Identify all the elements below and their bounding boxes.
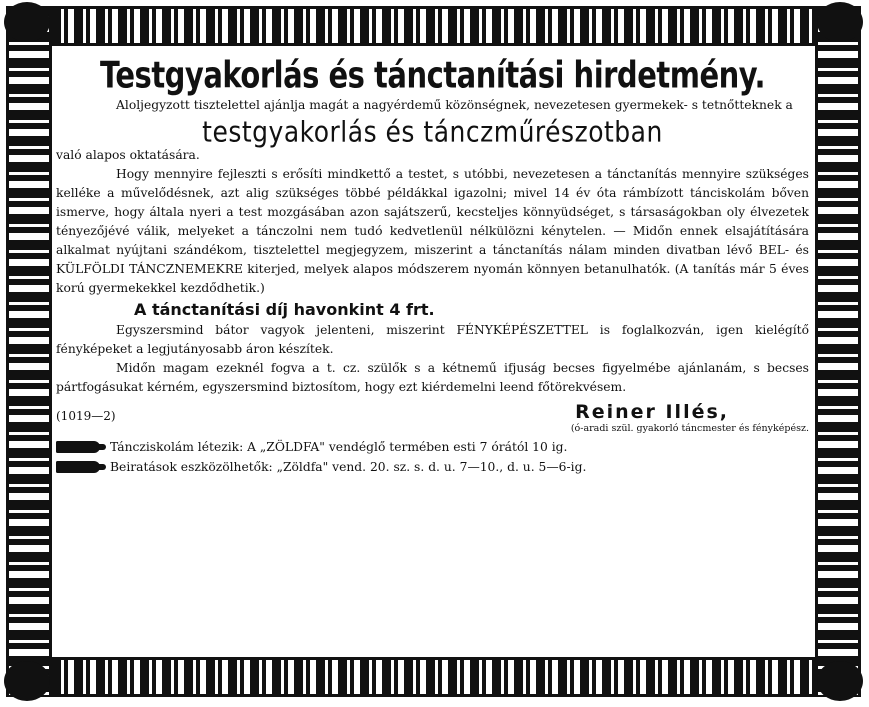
advertisement-body [56, 46, 809, 657]
intro-text: Aloljegyzott tisztelettel ajánlja magát a nagyérdemű közönségnek, nevezetesen gyermekek- s tetnőtteknek a [116, 98, 793, 112]
ornamental-border-right [815, 6, 861, 697]
ornamental-border-top [8, 6, 861, 46]
body-text: Hogy mennyire fejleszti s erősíti mindkettő a testet, s utóbbi, nevezetesen a tánctanítás mennyire szükséges kelléke a művelődésnek, azt alig szükséges többé példákkal igazolni; mivel 14 év óta rámbízott tánciskolám bőven ismerve, hogy általa nyeri a test mozgásában azon sajátszerű, kecsteljes könnyüdséget, s társaságokban oly élvezetek tényezőjévé válik, melyeket a tánczolni nem tudó kedvetlenül nélkülözni kénytelen. — Midőn ennek elsajátítására alkalmat nyújtani szándékom, tisztelettel megjegyzem, miszerint a tánctanítás nálam minden divatban lévő BEL- és KÜLFÖLDI TÁNCZNEMEKRE kiterjed, melyek alapos módszerem nyomán könnyen betanulhatók. (A tanítás már 5 éves korú gyermekekkel kezdődhetik.) [56, 167, 809, 295]
ad-title: Testgyakorlás és tánctanítási hirdetmény. [99, 53, 766, 97]
notice-text: Beiratások eszközölhetők: „Zöldfa" vend. 20. sz. s. d. u. 7—10., d. u. 5—6-ig. [110, 460, 587, 474]
signature-subtitle: (ó-aradi szül. gyakorló táncmester és fényképész. [570, 423, 809, 434]
ornamental-border-left [6, 6, 52, 697]
notice-school-location [56, 440, 809, 454]
notice-registration [56, 460, 809, 474]
pointing-hand-icon [56, 441, 100, 453]
notice-text: Táncziskolám létezik: A „ZÖLDFA" vendéglő termében esti 7 órától 10 ig. [110, 440, 568, 454]
intro-end-text: való alapos oktatására. [56, 148, 200, 162]
pointing-hand-icon [56, 461, 100, 473]
fee-line: A tánctanítási díj havonkint 4 frt. [134, 300, 435, 319]
ad-subtitle: testgyakorlás és tánczműrészotban [202, 114, 663, 149]
photography-text: Egyszersmind bátor vagyok jelenteni, miszerint FÉNYKÉPÉSZETTEL is foglalkozván, igen kielégítő fényképeket a legjutányosabb áron készítek. [56, 323, 809, 356]
signature-name: Reiner Illés, [575, 401, 729, 423]
signature-row [56, 401, 809, 423]
ornamental-border-bottom [8, 657, 861, 697]
reference-number: (1019—2) [56, 409, 116, 423]
corner-ornament [4, 661, 50, 701]
corner-ornament [817, 661, 863, 701]
corner-ornament [817, 2, 863, 42]
corner-ornament [4, 2, 50, 42]
closing-text: Midőn magam ezeknél fogva a t. cz. szülők s a kétnemű ifjuság becses figyelmébe ajánlanám, s becses pártfogásukat kérném, egyszersmind biztosítom, hogy ezt kiérdemelni leend főtörekvésem. [56, 361, 809, 394]
